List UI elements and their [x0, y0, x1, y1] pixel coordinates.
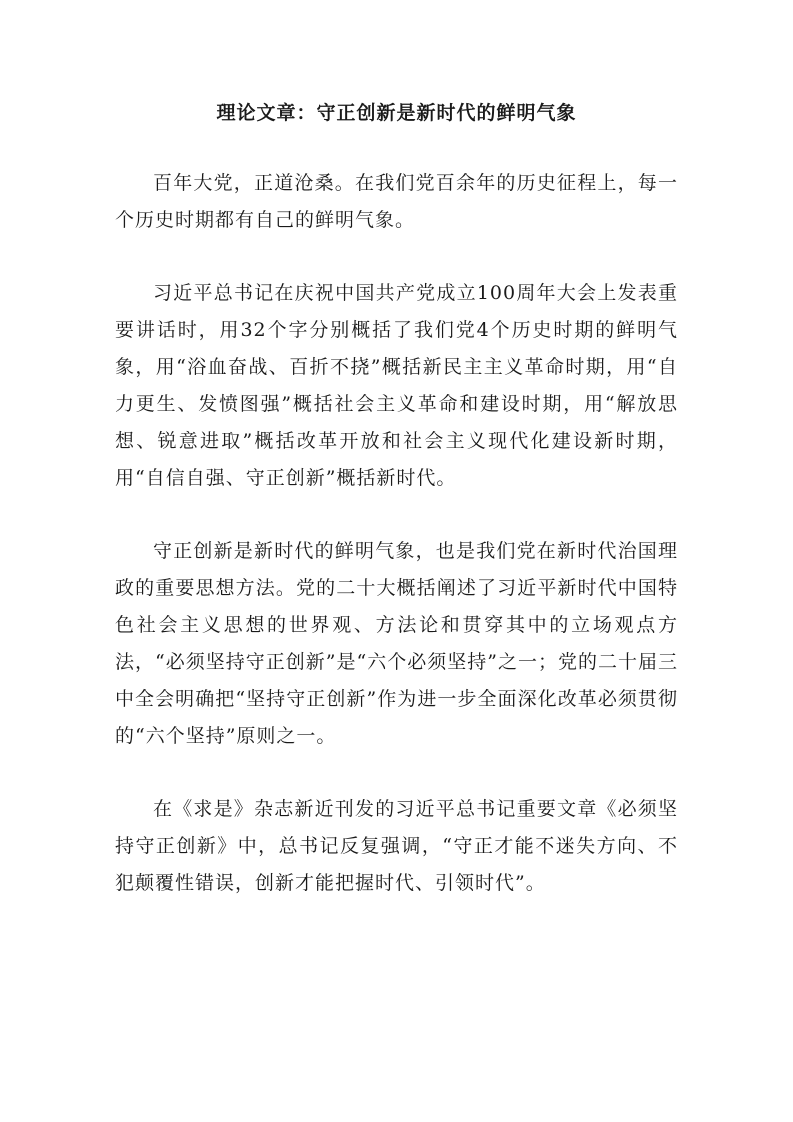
document-title: 理论文章：守正创新是新时代的鲜明气象 — [216, 102, 577, 124]
paragraph-2: 习近平总书记在庆祝中国共产党成立100周年大会上发表重要讲话时，用32个字分别概括了我们党4个历史时期的鲜明气象，用“浴血奋战、百折不挠”概括新民主主义革命时期，用“自力更生、发愤图强”概括社会主义革命和建设时期，用“解放思想、锐意进取”概括改革开放和社会主义现代化建设新时期，用“自信自强、守正创新”概括新时代。 — [115, 282, 678, 489]
paragraph-1: 百年大党，正道沧桑。在我们党百余年的历史征程上，每一个历史时期都有自己的鲜明气象。 — [115, 172, 678, 231]
paragraph-4: 在《求是》杂志新近刊发的习近平总书记重要文章《必须坚持守正创新》中，总书记反复强调，“守正才能不迷失方向、不犯颠覆性错误，创新才能把握时代、引领时代”。 — [115, 798, 678, 894]
paragraph-3: 守正创新是新时代的鲜明气象，也是我们党在新时代治国理政的重要思想方法。党的二十大概括阐述了习近平新时代中国特色社会主义思想的世界观、方法论和贯穿其中的立场观点方法，“必须坚持守正创新”是“六个必须坚持”之一；党的二十届三中全会明确把“坚持守正创新”作为进一步全面深化改革必须贯彻的“六个坚持”原则之一。 — [115, 540, 678, 747]
